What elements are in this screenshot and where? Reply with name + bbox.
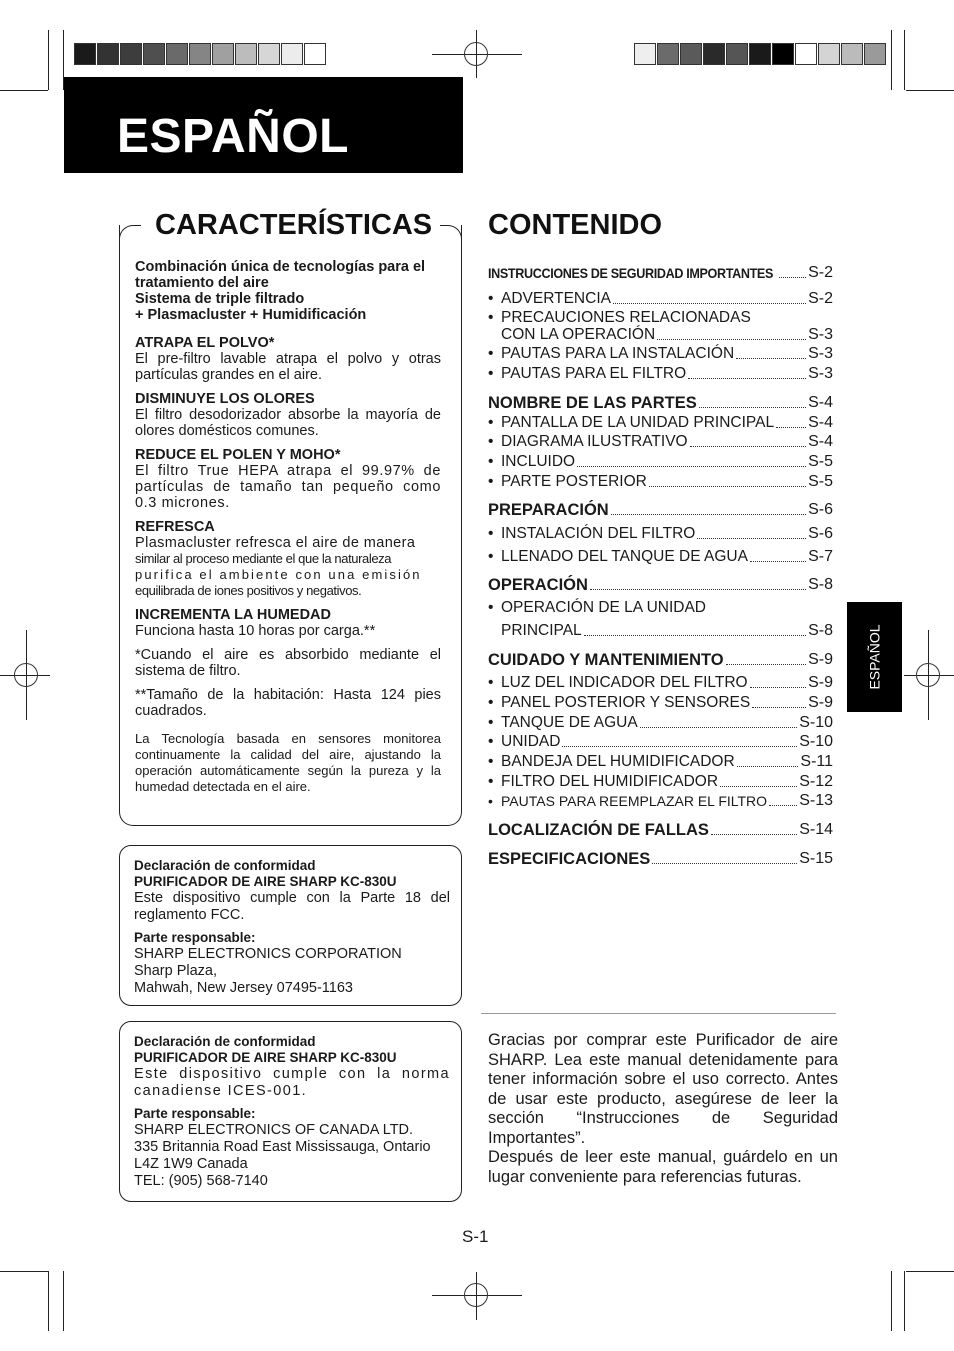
feature-heading: DISMINUYE LOS OLORES (135, 391, 315, 407)
color-swatch (258, 43, 280, 65)
feature-text: El pre-filtro lavable atrapa el polvo y otras partículas grandes en el aire. (135, 351, 441, 383)
declaration-us-box (119, 845, 462, 1006)
color-swatch (726, 43, 748, 65)
thank-you-paragraph: Gracias por comprar este Purificador de aire SHARP. Lea este manual detenidamente para tener información sobre el uso correcto. Antes de usar este producto, asegúrese de leer la sección “Instrucciones de Seguridad Importantes”. (488, 1031, 838, 1147)
toc-entry[interactable]: • OPERACIÓN DE LA UNIDAD (488, 599, 833, 617)
toc-entry[interactable]: PREPARACIÓN S-6 (488, 501, 833, 519)
feature-note: *Cuando el aire es absorbido mediante el sistema de filtro. (135, 647, 441, 679)
declaration-product: PURIFICADOR DE AIRE SHARP KC-830U (134, 874, 397, 889)
features-intro-2: Sistema de triple filtrado (135, 291, 305, 307)
toc-entry[interactable]: • LLENADO DEL TANQUE DE AGUA S-7 (488, 548, 833, 566)
toc-entry[interactable]: CON LA OPERACIÓN S-3 (501, 326, 833, 343)
page-number: S-1 (462, 1227, 489, 1246)
color-swatch (703, 43, 725, 65)
thank-you-paragraph: Después de leer este manual, guárdelo en un lugar conveniente para referencias futuras. (488, 1148, 838, 1186)
features-title: CARACTERÍSTICAS (155, 209, 433, 241)
divider (481, 1013, 836, 1014)
color-swatch (841, 43, 863, 65)
color-swatch (235, 43, 257, 65)
color-bar-right (634, 43, 887, 65)
toc-entry[interactable]: • INCLUIDO S-5 (488, 453, 833, 471)
toc-entry[interactable]: LOCALIZACIÓN DE FALLAS S-14 (488, 821, 833, 839)
declaration-party-line: L4Z 1W9 Canada (134, 1156, 248, 1172)
declaration-party-line: SHARP ELECTRONICS CORPORATION (134, 946, 402, 962)
declaration-party-line: Sharp Plaza, (134, 963, 218, 979)
color-swatch (634, 43, 656, 65)
features-intro-1: Combinación única de tecnologías para el tratamiento del aire (135, 259, 426, 291)
color-bar-left (74, 43, 327, 65)
feature-text: El filtro desodorizador absorbe la mayoría de olores domésticos comunes. (135, 407, 441, 439)
declaration-party-line: SHARP ELECTRONICS OF CANADA LTD. (134, 1122, 414, 1138)
feature-heading: REDUCE EL POLEN Y MOHO* (135, 447, 341, 463)
toc-entry[interactable]: • BANDEJA DEL HUMIDIFICADOR S-11 (488, 753, 833, 771)
feature-heading: REFRESCA (135, 519, 215, 535)
feature-text: equilibrada de iones positivos y negativos. (135, 583, 362, 598)
toc-entry[interactable]: • PRECAUCIONES RELACIONADAS (488, 309, 833, 327)
feature-text: El filtro True HEPA atrapa el 99.97% de partículas de tamaño tan pequeño como 0.3 micrones. (135, 463, 441, 511)
declaration-text: Este dispositivo cumple con la Parte 18 del reglamento FCC. (134, 890, 450, 923)
toc-entry[interactable]: CUIDADO Y MANTENIMIENTO S-9 (488, 651, 833, 669)
feature-note: La Tecnología basada en sensores monitorea continuamente la calidad del aire, ajustando la operación automáticamente según la pureza y la humedad detectada en el aire. (135, 731, 441, 794)
feature-note: **Tamaño de la habitación: Hasta 124 pies cuadrados. (135, 687, 441, 719)
toc-entry[interactable]: • PAUTAS PARA REEMPLAZAR EL FILTRO S-13 (488, 792, 833, 810)
feature-heading: ATRAPA EL POLVO* (135, 335, 275, 351)
features-content (135, 259, 441, 795)
color-swatch (304, 43, 326, 65)
color-swatch (657, 43, 679, 65)
feature-text: Plasmacluster refresca el aire de manera (135, 535, 416, 551)
feature-text: Funciona hasta 10 horas por carga.** (135, 623, 376, 639)
toc-entry[interactable]: • ADVERTENCIA S-2 (488, 290, 833, 308)
color-swatch (795, 43, 817, 65)
color-swatch (166, 43, 188, 65)
toc-entry[interactable]: • TANQUE DE AGUA S-10 (488, 714, 833, 732)
toc-entry[interactable]: • PANTALLA DE LA UNIDAD PRINCIPAL S-4 (488, 414, 833, 432)
toc-entry[interactable]: • UNIDAD S-10 (488, 733, 833, 751)
declaration-ca-box (119, 1021, 462, 1202)
color-swatch (680, 43, 702, 65)
toc-entry[interactable]: • DIAGRAMA ILUSTRATIVO S-4 (488, 433, 833, 451)
toc-entry[interactable]: • LUZ DEL INDICADOR DEL FILTRO S-9 (488, 674, 833, 692)
toc-entry[interactable]: • PAUTAS PARA EL FILTRO S-3 (488, 365, 833, 383)
declaration-title: Declaración de conformidad (134, 1034, 316, 1049)
feature-heading: INCREMENTA LA HUMEDAD (135, 607, 332, 623)
toc-entry[interactable]: • PARTE POSTERIOR S-5 (488, 473, 833, 491)
toc-entry[interactable]: • PAUTAS PARA LA INSTALACIÓN S-3 (488, 345, 833, 363)
toc-entry[interactable]: ESPECIFICACIONES S-15 (488, 850, 833, 868)
color-swatch (818, 43, 840, 65)
declaration-party-line: Mahwah, New Jersey 07495-1163 (134, 980, 353, 996)
toc-entry[interactable]: • PANEL POSTERIOR Y SENSORES S-9 (488, 694, 833, 712)
color-swatch (212, 43, 234, 65)
toc-entry[interactable]: OPERACIÓN S-8 (488, 576, 833, 594)
color-swatch (749, 43, 771, 65)
toc-entry[interactable]: PRINCIPAL S-8 (501, 622, 833, 639)
declaration-party-line: TEL: (905) 568-7140 (134, 1173, 268, 1189)
toc-entry[interactable]: • FILTRO DEL HUMIDIFICADOR S-12 (488, 773, 833, 791)
color-swatch (143, 43, 165, 65)
page-title: ESPAÑOL (117, 110, 349, 163)
toc-entry[interactable]: NOMBRE DE LAS PARTES S-4 (488, 394, 833, 412)
color-swatch (120, 43, 142, 65)
declaration-party-label: Parte responsable: (134, 930, 256, 945)
declaration-text: Este dispositivo cumple con la norma canadiense ICES-001. (134, 1066, 450, 1099)
color-swatch (189, 43, 211, 65)
thank-you-text (488, 1031, 838, 1187)
side-tab-label: ESPAÑOL (866, 624, 883, 690)
declaration-party-label: Parte responsable: (134, 1106, 256, 1121)
toc-entry[interactable]: • INSTALACIÓN DEL FILTRO S-6 (488, 525, 833, 543)
features-intro-3: + Plasmacluster + Humidificación (135, 307, 367, 323)
color-swatch (864, 43, 886, 65)
color-swatch (74, 43, 96, 65)
color-swatch (772, 43, 794, 65)
declaration-product: PURIFICADOR DE AIRE SHARP KC-830U (134, 1050, 397, 1065)
language-side-tab (847, 602, 902, 712)
color-swatch (281, 43, 303, 65)
declaration-title: Declaración de conformidad (134, 858, 316, 873)
color-swatch (97, 43, 119, 65)
language-banner (64, 77, 463, 173)
declaration-party-line: 335 Britannia Road East Mississauga, Ontario (134, 1139, 431, 1155)
toc-entry[interactable]: INSTRUCCIONES DE SEGURIDAD IMPORTANTES S-2 (488, 264, 833, 281)
feature-text: similar al proceso mediante el que la naturaleza (135, 551, 392, 566)
contents-title: CONTENIDO (488, 209, 662, 241)
feature-text: purifica el ambiente con una emisión (135, 567, 422, 582)
